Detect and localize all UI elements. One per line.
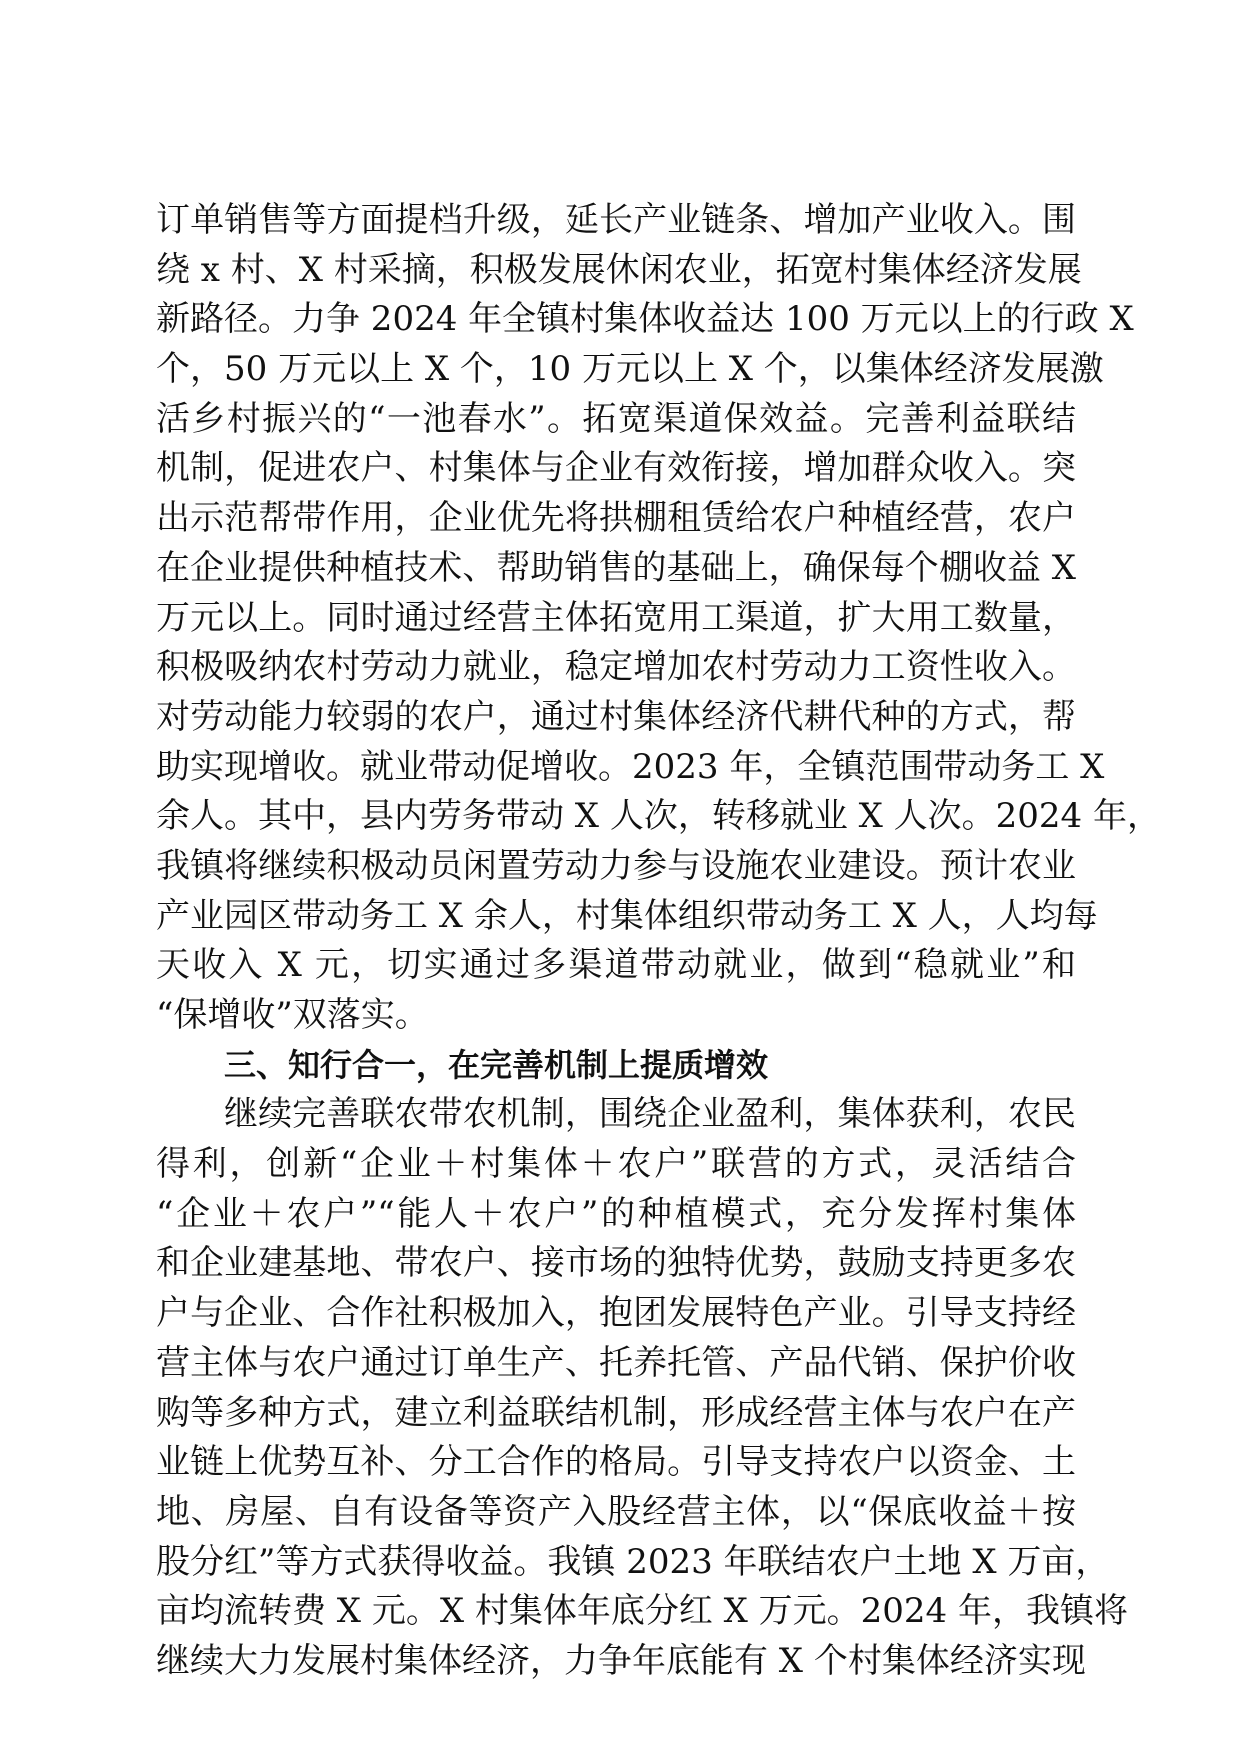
- text-line: 亩均流转费 X 元。X 村集体年底分红 X 万元。2024 年，我镇将: [156, 1591, 1128, 1632]
- text-line: 个，50 万元以上 X 个，10 万元以上 X 个，以集体经济发展激: [156, 349, 1104, 390]
- text-line: 新路径。力争 2024 年全镇村集体收益达 100 万元以上的行政 X: [156, 299, 1134, 340]
- text-line: 继续大力发展村集体经济，力争年底能有 X 个村集体经济实现: [156, 1640, 1086, 1681]
- text-line: 订单销售等方面提档升级，延长产业链条、增加产业收入。围: [156, 200, 1076, 240]
- text-line: 继续完善联农带农机制，围绕企业盈利，集体获利，农民: [224, 1094, 1076, 1135]
- text-line: 出示范帮带作用，企业优先将拱棚租赁给农户种植经营，农户: [156, 498, 1076, 539]
- section-heading: 三、知行合一，在完善机制上提质增效: [224, 1045, 769, 1084]
- text-line: 产业园区带动务工 X 余人，村集体组织带动务工 X 人，人均每: [156, 895, 1098, 936]
- text-line: 在企业提供种植技术、帮助销售的基础上，确保每个棚收益 X: [156, 547, 1076, 588]
- text-line: 地、房屋、自有设备等资产入股经营主体，以“保底收益＋按: [156, 1491, 1076, 1532]
- text-line: 机制，促进农户、村集体与企业有效衔接，增加群众收入。突: [156, 448, 1076, 489]
- text-line: 万元以上。同时通过经营主体拓宽用工渠道，扩大用工数量，: [156, 597, 1076, 638]
- text-line: 得利，创新“企业＋村集体＋农户”联营的方式，灵活结合: [156, 1144, 1076, 1185]
- text-line: 对劳动能力较弱的农户，通过村集体经济代耕代种的方式，帮: [156, 696, 1076, 737]
- text-line: 天收入 X 元，切实通过多渠道带动就业，做到“稳就业”和: [156, 945, 1076, 986]
- text-line: 我镇将继续积极动员闲置劳动力参与设施农业建设。预计农业: [156, 845, 1076, 886]
- text-line: “保增收”双落实。: [156, 995, 429, 1035]
- text-line: 绕 x 村、X 村采摘，积极发展休闲农业，拓宽村集体经济发展: [156, 249, 1082, 290]
- text-line: 营主体与农户通过订单生产、托养托管、产品代销、保护价收: [156, 1342, 1076, 1383]
- text-line: 股分红”等方式获得收益。我镇 2023 年联结农户土地 X 万亩，: [156, 1541, 1110, 1582]
- text-line: 积极吸纳农村劳动力就业，稳定增加农村劳动力工资性收入。: [156, 647, 1076, 688]
- text-line: 助实现增收。就业带动促增收。2023 年，全镇范围带动务工 X: [156, 746, 1105, 787]
- text-line: 户与企业、合作社积极加入，抱团发展特色产业。引导支持经: [156, 1293, 1076, 1334]
- text-line: 和企业建基地、带农户、接市场的独特优势，鼓励支持更多农: [156, 1243, 1076, 1284]
- text-line: 活乡村振兴的“一池春水”。拓宽渠道保效益。完善利益联结: [156, 398, 1076, 439]
- document-body: [156, 196, 1161, 1687]
- paragraph-1: [156, 196, 1161, 1041]
- text-line: 购等多种方式，建立利益联结机制，形成经营主体与农户在产: [156, 1392, 1076, 1433]
- paragraph-2: [156, 1090, 1128, 1686]
- text-line: 业链上优势互补、分工合作的格局。引导支持农户以资金、土: [156, 1442, 1076, 1483]
- text-line: “企业＋农户”“能人＋农户”的种植模式，充分发挥村集体: [156, 1193, 1076, 1234]
- text-line: 余人。其中，县内劳务带动 X 人次，转移就业 X 人次。2024 年，: [156, 796, 1161, 837]
